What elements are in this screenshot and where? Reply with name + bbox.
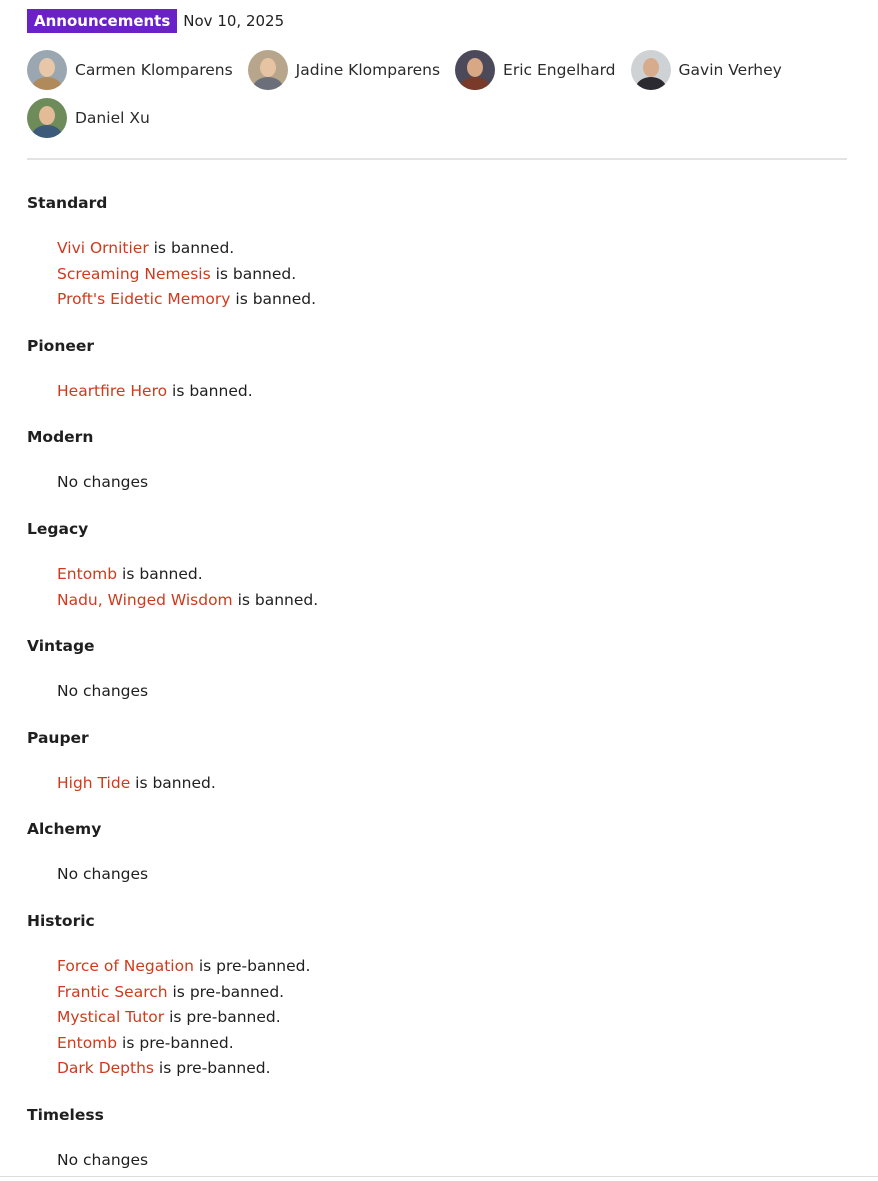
bottom-divider (0, 1176, 878, 1177)
change-entry (57, 1056, 847, 1082)
change-list (57, 379, 847, 405)
ban-status: is banned. (210, 264, 297, 283)
change-entry (57, 379, 847, 405)
format-section (27, 336, 847, 405)
avatar[interactable] (27, 50, 67, 90)
ban-status: is banned. (232, 590, 319, 609)
format-section (27, 911, 847, 1082)
format-section (27, 427, 847, 496)
format-title: Pioneer (27, 336, 95, 355)
author[interactable] (455, 50, 615, 90)
no-changes-text: No changes (57, 473, 149, 492)
change-entry (57, 771, 847, 797)
category-tag[interactable]: Announcements (27, 9, 177, 33)
format-title: Standard (27, 194, 108, 212)
avatar[interactable] (248, 50, 288, 90)
ban-status: is banned. (117, 564, 203, 583)
change-entry (57, 980, 847, 1006)
change-list (57, 954, 847, 1082)
change-list (57, 771, 847, 797)
change-entry (57, 954, 847, 980)
card-link[interactable]: Entomb (57, 564, 118, 583)
format-title: Legacy (27, 519, 89, 538)
change-entry (57, 1005, 847, 1031)
banlist-sections (27, 193, 847, 1174)
change-list (57, 862, 847, 888)
format-section (27, 819, 847, 888)
author-name[interactable]: Daniel Xu (75, 109, 150, 127)
ban-status: is pre-banned. (154, 1059, 271, 1078)
no-changes-text: No changes (57, 1150, 149, 1169)
ban-status: is pre-banned. (117, 1033, 234, 1052)
change-entry (57, 679, 847, 705)
author-name[interactable]: Jadine Klomparens (295, 61, 441, 79)
card-link[interactable]: Proft's Eidetic Memory (57, 290, 231, 309)
format-section (27, 519, 847, 613)
change-entry (57, 470, 847, 496)
author[interactable] (27, 98, 150, 138)
format-section (27, 728, 847, 797)
change-list (57, 562, 847, 613)
card-link[interactable]: Entomb (57, 1033, 118, 1052)
ban-status: is banned. (130, 773, 216, 792)
change-entry (57, 287, 847, 313)
ban-status: is banned. (148, 239, 235, 257)
avatar[interactable] (631, 50, 671, 90)
card-link[interactable]: Screaming Nemesis (57, 264, 211, 283)
format-title: Alchemy (27, 820, 102, 839)
author-name[interactable]: Eric Engelhard (503, 61, 616, 79)
divider (27, 158, 847, 160)
format-section (27, 1105, 847, 1174)
author[interactable] (631, 50, 782, 90)
ban-status: is pre-banned. (167, 982, 285, 1001)
change-list (57, 470, 847, 496)
no-changes-text: No changes (57, 865, 149, 884)
card-link[interactable]: Frantic Search (57, 982, 168, 1001)
no-changes-text: No changes (57, 682, 149, 701)
author[interactable] (27, 50, 233, 90)
article (27, 8, 847, 1174)
ban-status: is pre-banned. (193, 956, 311, 975)
change-entry (57, 588, 847, 614)
avatar[interactable] (455, 50, 495, 90)
author-list (27, 50, 817, 146)
ban-status: is banned. (230, 290, 316, 309)
change-entry (57, 1148, 847, 1174)
change-entry (57, 262, 847, 288)
ban-status: is pre-banned. (164, 1008, 281, 1027)
author-name[interactable]: Carmen Klomparens (75, 61, 233, 79)
format-section (27, 193, 847, 313)
format-title: Pauper (27, 728, 89, 747)
card-link[interactable]: Dark Depths (57, 1059, 154, 1078)
change-list (57, 679, 847, 705)
format-title: Historic (27, 911, 95, 930)
format-title: Vintage (27, 637, 95, 656)
change-entry (57, 562, 847, 588)
card-link[interactable]: Nadu, Winged Wisdom (57, 590, 233, 609)
format-title: Modern (27, 428, 94, 447)
card-link[interactable]: Mystical Tutor (57, 1008, 165, 1027)
card-link[interactable]: Heartfire Hero (57, 381, 168, 400)
change-entry (57, 236, 847, 262)
card-link[interactable]: Vivi Ornitier (57, 239, 149, 257)
article-meta (27, 8, 847, 34)
card-link[interactable]: Force of Negation (57, 956, 194, 975)
author[interactable] (248, 50, 440, 90)
publish-date: Nov 10, 2025 (183, 12, 285, 30)
avatar[interactable] (27, 98, 67, 138)
author-name[interactable]: Gavin Verhey (678, 61, 782, 79)
change-entry (57, 1031, 847, 1057)
format-title: Timeless (27, 1105, 104, 1124)
card-link[interactable]: High Tide (57, 773, 131, 792)
change-entry (57, 862, 847, 888)
change-list (57, 236, 847, 313)
format-section (27, 636, 847, 705)
ban-status: is banned. (167, 381, 253, 400)
change-list (57, 1148, 847, 1174)
